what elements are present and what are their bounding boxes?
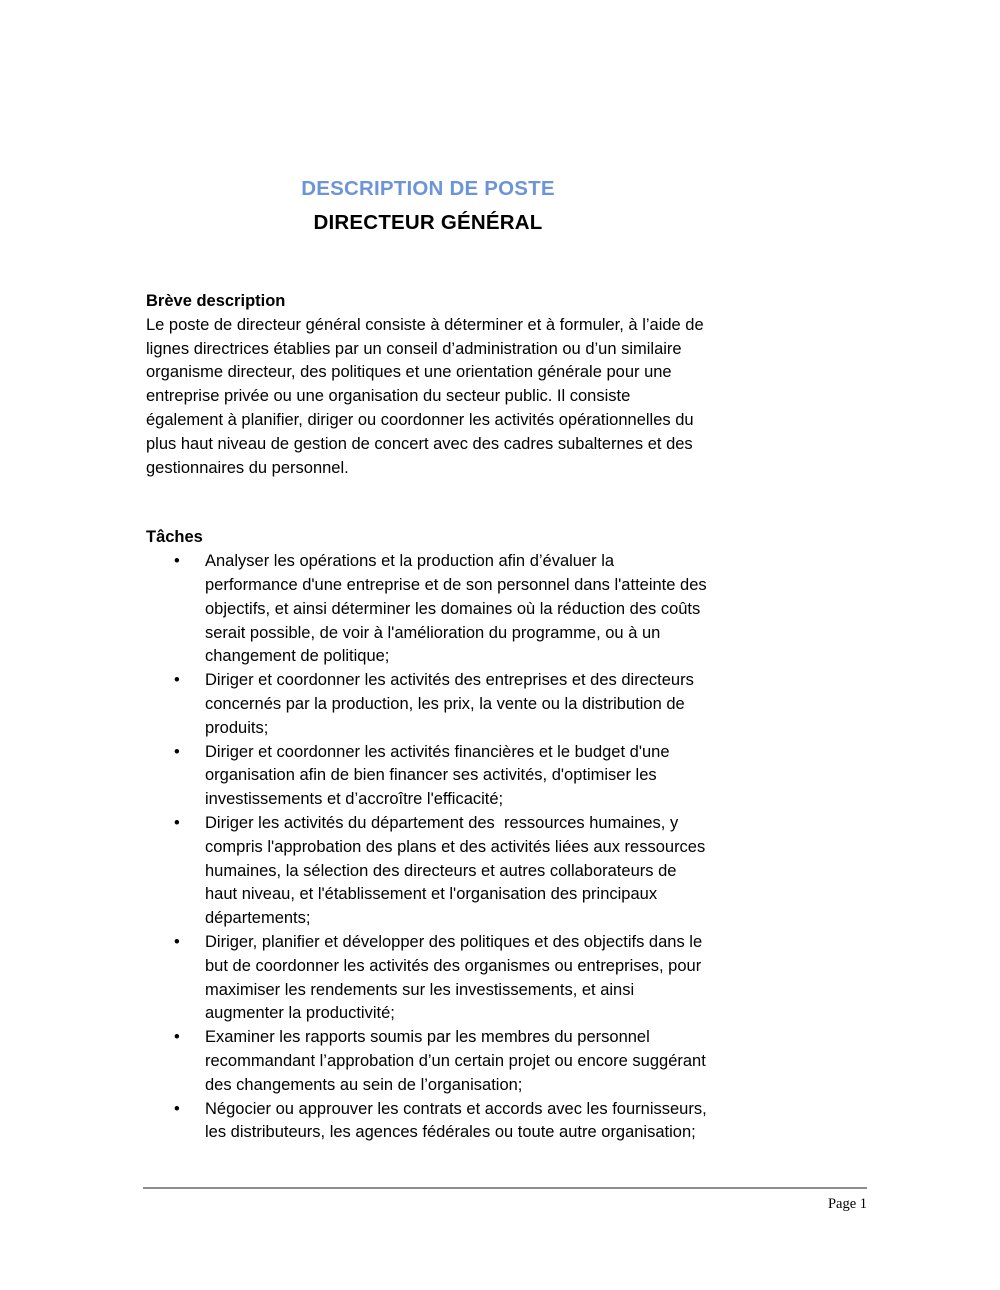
section-heading-taches: Tâches: [146, 528, 203, 547]
section-body-breve-description: Le poste de directeur général consiste à déterminer et à formuler, à l’aide de lignes directrices établies par un conseil d’administration ou d’un similaire organisme directeur, des politiques et une orientation générale pour une entreprise privée ou une organisation du secteur public. Il consiste également à planifier, diriger ou coordonner les activités opérationnelles du plus haut niveau de gestion de concert avec des cadres subalternes et des gestionnaires du personnel.: [146, 315, 709, 477]
list-item-text: Diriger et coordonner les activités des entreprises et des directeurs concernés par la production, les prix, la vente ou la distribution de produits;: [205, 671, 699, 737]
list-item: [146, 741, 710, 812]
list-item-text: Négocier ou approuver les contrats et accords avec les fournisseurs, les distributeurs, les agences fédérales ou toute autre organisation;: [205, 1099, 712, 1142]
page-subtitle: DIRECTEUR GÉNÉRAL: [313, 211, 543, 234]
bullet-icon: •: [174, 671, 180, 690]
list-item-text: Examiner les rapports soumis par les membres du personnel recommandant l’approbation d’un certain projet ou encore suggérant des changements au sein de l’organisation;: [205, 1028, 711, 1094]
bullet-icon: •: [174, 552, 180, 571]
list-item-text: Diriger et coordonner les activités financières et le budget d'une organisation afin de bien financer ses activités, d'optimiser les investissements et d’accroître l'efficacité;: [205, 742, 675, 809]
bullet-icon: •: [174, 1099, 180, 1118]
bullet-icon: •: [174, 742, 180, 761]
page-number: Page 1: [827, 1196, 867, 1212]
bullet-icon: •: [174, 813, 180, 832]
document-content-column: [146, 0, 710, 1145]
list-item: [146, 550, 710, 669]
section-taches: [146, 526, 710, 1145]
list-item: [146, 812, 710, 931]
list-item: [146, 931, 710, 1026]
list-item-text: Diriger, planifier et développer des politiques et des objectifs dans le but de coordonner les activités des organismes ou entreprises, pour maximiser les rendements sur les investissements, et ainsi augmenter la productivité;: [205, 932, 707, 1023]
bullet-icon: •: [174, 1028, 180, 1047]
section-breve-description: [146, 290, 710, 480]
list-item: [146, 1026, 710, 1097]
list-item-text: Diriger les activités du département des ressources humaines, y compris l'approbation des plans et des activités liées aux ressources humaines, la sélection des directeurs et autres collaborateurs de haut niveau, et l'établissement et l'organisation des principaux départements;: [205, 813, 710, 928]
list-item: [146, 1098, 710, 1146]
task-list: [146, 550, 710, 1145]
document-header: [146, 0, 710, 236]
page-footer: [143, 1187, 867, 1214]
list-item: [146, 669, 710, 740]
list-item-text: Analyser les opérations et la production afin d’évaluer la performance d'une entreprise et de son personnel dans l'atteinte des objectifs, et ainsi déterminer les domaines où la réduction des coûts serait possible, de voir à l'amélioration du programme, ou à un changement de politique;: [205, 552, 712, 666]
section-heading-breve-description: Brève description: [146, 292, 286, 310]
page-title: DESCRIPTION DE POSTE: [301, 177, 555, 200]
bullet-icon: •: [174, 932, 180, 951]
